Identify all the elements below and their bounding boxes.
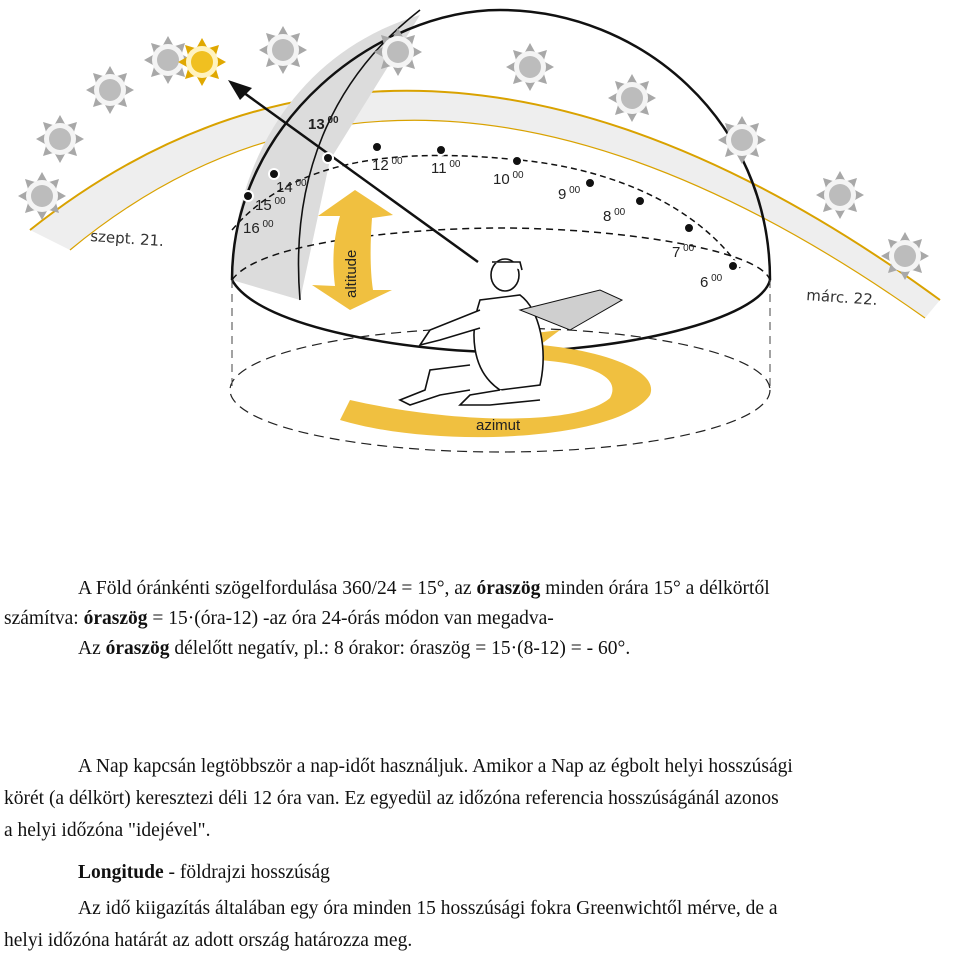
sun-icon <box>718 116 766 164</box>
hour-dot <box>372 142 382 152</box>
text-line-6: a helyi időzóna "idejével". <box>4 820 211 841</box>
sun-icon <box>86 66 134 114</box>
text-line-7: Longitude - földrajzi hosszúság <box>78 862 330 883</box>
hour-label: 9 $^{00}$ <box>558 185 581 203</box>
sun-icon <box>881 232 929 280</box>
hour-label: 14 $^{00}$ <box>276 178 307 196</box>
text-line-1: A Föld óránkénti szögelfordulása 360/24 = 15°, az óraszög minden órára 15° a délkörtől <box>78 578 770 599</box>
term-longitude: Longitude <box>78 862 164 883</box>
azimuth-label: azimut <box>476 417 521 434</box>
date-label-march: márc. 22. <box>805 286 879 309</box>
hour-dot <box>323 153 333 163</box>
hour-dot <box>728 261 738 271</box>
hour-dot <box>684 223 694 233</box>
sun-icon <box>18 172 66 220</box>
altitude-label: altitude <box>343 249 360 298</box>
observer-person <box>400 259 543 405</box>
hour-label: 11 $^{00}$ <box>431 159 461 177</box>
hour-label: 13 $^{00}$ <box>308 115 339 133</box>
sun-highlight-icon <box>178 38 226 86</box>
sun-icon <box>374 28 422 76</box>
term-hour-angle: óraszög <box>83 608 148 629</box>
hour-label: 15 $^{00}$ <box>255 196 286 214</box>
sun-icon <box>608 74 656 122</box>
hour-dot <box>243 191 253 201</box>
hour-label: 6 $^{00}$ <box>700 273 723 291</box>
hour-dot <box>635 196 645 206</box>
text-line-4: A Nap kapcsán legtöbbször a nap-időt használjuk. Amikor a Nap az égbolt helyi hosszúsági <box>78 756 793 777</box>
text-line-5: körét (a délkört) keresztezi déli 12 óra van. Ez egyedül az időzóna referencia hosszúságánál azonos <box>4 788 779 809</box>
hour-label: 12 $^{00}$ <box>372 156 403 174</box>
term-hour-angle: óraszög <box>105 638 170 659</box>
hour-dot <box>585 178 595 188</box>
text-line-2: számítva: óraszög = 15·(óra-12) -az óra 24-órás módon van megadva- <box>4 608 554 629</box>
hour-label: 7 $^{00}$ <box>672 243 695 261</box>
hour-dot <box>512 156 522 166</box>
sun-icon <box>259 26 307 74</box>
hour-label: 16 $^{00}$ <box>243 219 274 237</box>
text-line-9: helyi időzóna határát az adott ország határozza meg. <box>4 930 413 951</box>
hour-label: 8 $^{00}$ <box>603 207 626 225</box>
term-hour-angle: óraszög <box>476 578 541 599</box>
sun-icon <box>816 171 864 219</box>
sun-icon <box>36 115 84 163</box>
text-line-8: Az idő kiigazítás általában egy óra minden 15 hosszúsági fokra Greenwichtől mérve, de a <box>78 898 778 919</box>
text-line-3: Az óraszög délelőtt negatív, pl.: 8 órakor: óraszög = 15·(8-12) = - 60°. <box>78 638 631 659</box>
date-label-september: szept. 21. <box>89 227 165 251</box>
sun-icon <box>506 43 554 91</box>
hour-dot <box>436 145 446 155</box>
hour-label: 10 $^{00}$ <box>493 170 524 188</box>
hour-dot <box>269 169 279 179</box>
